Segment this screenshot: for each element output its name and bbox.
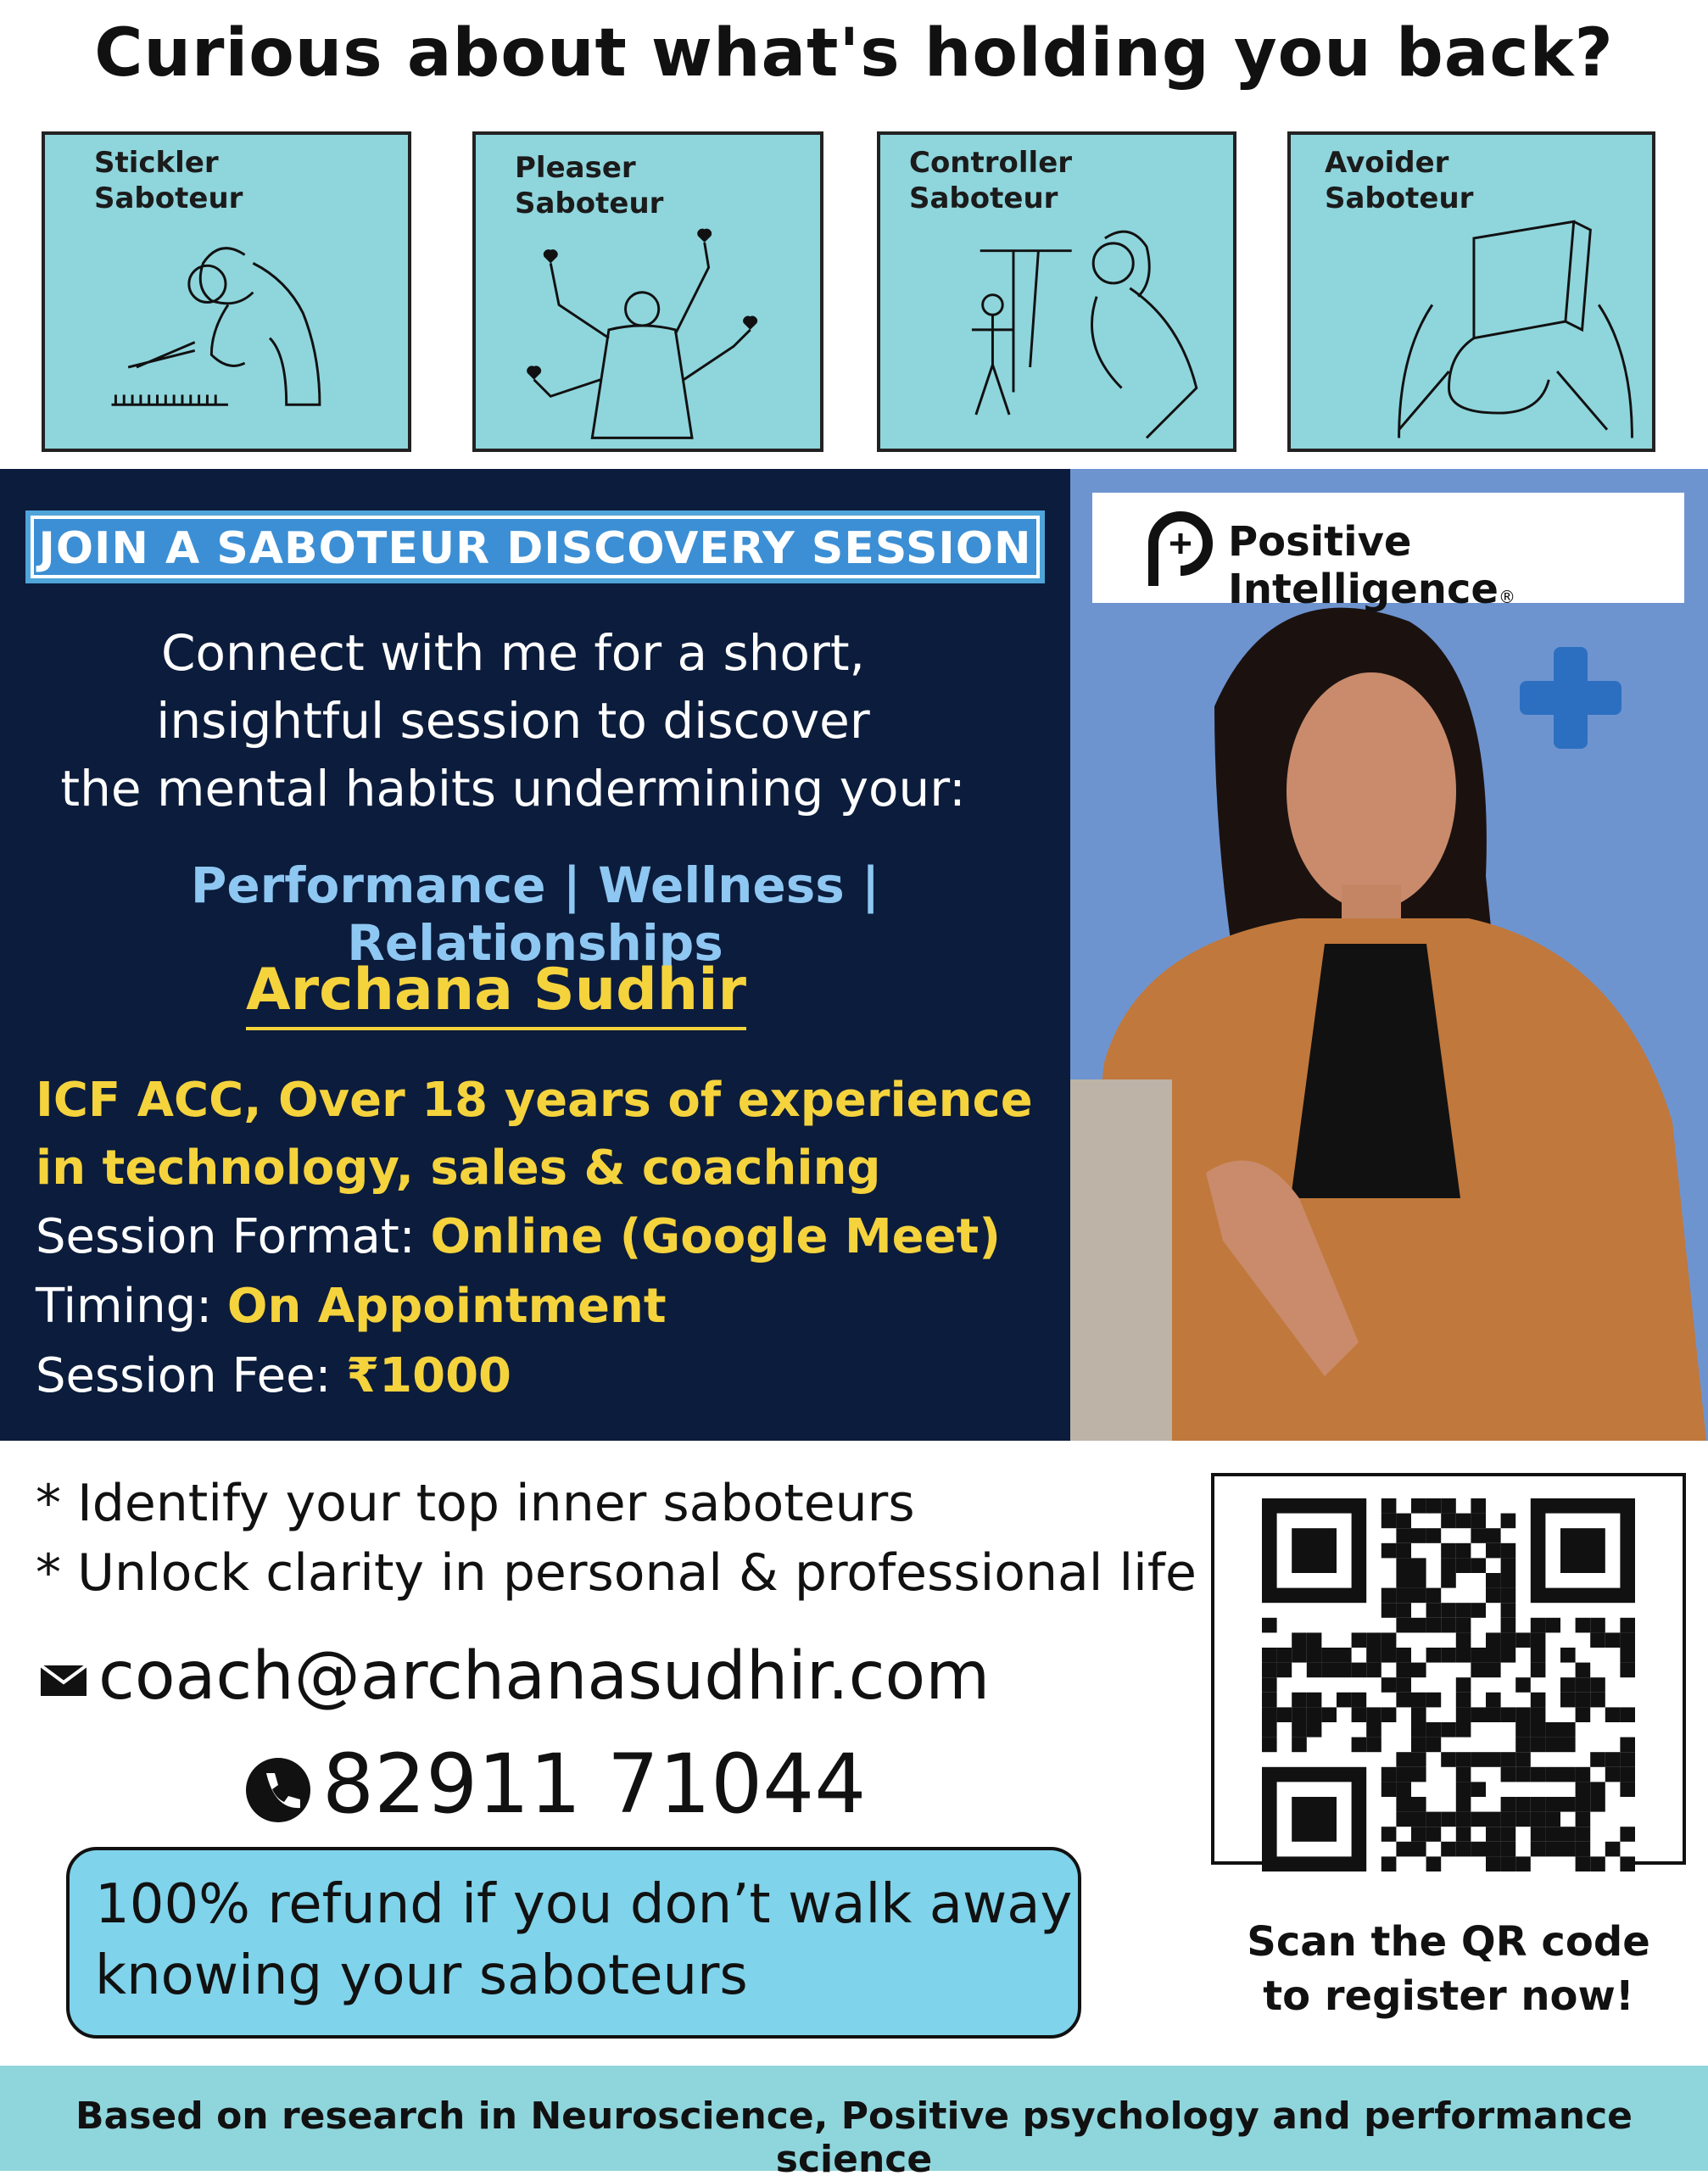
timing-row [36, 1279, 667, 1334]
phone-icon [244, 1756, 312, 1824]
cta-banner[interactable] [25, 510, 1045, 583]
session-format-row [36, 1209, 1001, 1264]
saboteur-label: Stickler Saboteur [94, 146, 243, 215]
footer-band [0, 2066, 1708, 2181]
bullet-item: * Unlock clarity in personal & professional life [36, 1543, 1197, 1603]
headline: Curious about what's holding you back? [94, 15, 1614, 92]
phone-number[interactable]: 82911 71044 [322, 1737, 867, 1832]
plus-icon [1520, 647, 1621, 749]
saboteur-card-stickler [42, 131, 411, 452]
envelope-icon [39, 1664, 88, 1698]
saboteur-card-avoider [1287, 131, 1655, 452]
logo-name: Positive Intelligence [1228, 518, 1499, 613]
qr-code-frame[interactable] [1211, 1473, 1686, 1865]
coach-photo-panel [1070, 469, 1708, 1441]
bullet-item: * Identify your top inner saboteurs [36, 1474, 915, 1533]
logo-wordmark [1228, 518, 1684, 613]
footer-text: Based on research in Neuroscience, Positive psychology and performance science [75, 2095, 1633, 2181]
saboteur-label: Avoider Saboteur [1325, 146, 1474, 215]
book-cover-face-icon [1291, 203, 1652, 449]
qr-code[interactable] [1262, 1498, 1635, 1871]
magnifier-person-icon [45, 203, 408, 449]
fee-value: ₹1000 [346, 1348, 512, 1403]
saboteur-label: Pleaser Saboteur [515, 151, 664, 220]
refund-text: 100% refund if you don’t walk away knowing your saboteurs [95, 1873, 1073, 2007]
email-address[interactable]: coach@archanasudhir.com [98, 1638, 991, 1715]
timing-label: Timing: [36, 1279, 227, 1334]
cta-label: JOIN A SABOTEUR DISCOVERY SESSION [34, 519, 1036, 575]
puppeteer-icon [880, 203, 1233, 449]
fee-row [36, 1348, 511, 1403]
logo-registered-mark: ® [1498, 587, 1515, 607]
hearts-person-icon [476, 203, 820, 449]
fee-label: Session Fee: [36, 1348, 347, 1403]
coach-name: Archana Sudhir [246, 957, 746, 1030]
phone-row[interactable] [244, 1737, 866, 1832]
saboteur-card-pleaser [472, 131, 823, 452]
qr-caption: Scan the QR code to register now! [1247, 1918, 1650, 2020]
session-format-value: Online (Google Meet) [430, 1209, 1002, 1264]
saboteur-label: Controller Saboteur [909, 146, 1073, 215]
pillars-text: Performance | Wellness | Relationships [190, 856, 880, 972]
refund-guarantee-box [66, 1847, 1081, 2039]
timing-value: On Appointment [226, 1279, 667, 1334]
email-row[interactable] [39, 1638, 990, 1715]
coach-photo [1070, 469, 1708, 1441]
positive-intelligence-logo [1092, 493, 1684, 613]
credentials: ICF ACC, Over 18 years of experience in technology, sales & coaching [36, 1073, 1033, 1196]
saboteur-card-controller [877, 131, 1236, 452]
session-format-label: Session Format: [36, 1209, 431, 1264]
pi-logo-icon [1143, 511, 1216, 588]
connect-text: Connect with me for a short, insightful session to discover the mental habits undermining your: [60, 624, 966, 817]
